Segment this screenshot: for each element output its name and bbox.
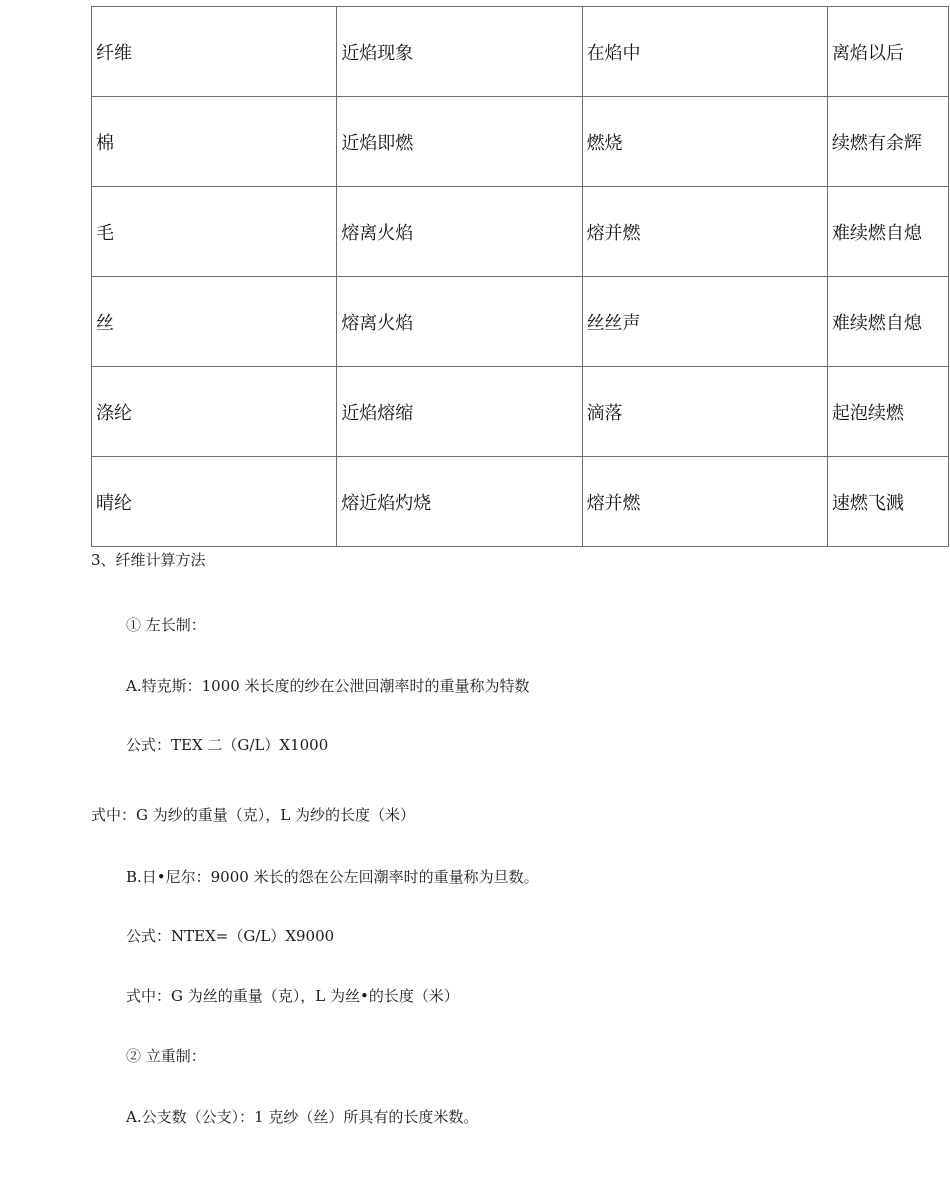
table-cell: 熔离火焰 xyxy=(337,187,582,277)
metric-count-definition: A.公支数（公支）：1 克纱（丝）所具有的长度米数。 xyxy=(126,1108,479,1126)
table-header-row xyxy=(92,7,949,97)
table-row xyxy=(92,457,949,547)
table-cell: 速燃飞溅 xyxy=(827,457,948,547)
table-row xyxy=(92,187,949,277)
table-row xyxy=(92,97,949,187)
table-cell: 近焰即燃 xyxy=(337,97,582,187)
table-cell: 熔并燃 xyxy=(582,457,827,547)
table-cell: 丝 xyxy=(92,277,337,367)
table-row xyxy=(92,277,949,367)
table-cell: 涤纶 xyxy=(92,367,337,457)
table-cell: 熔近焰灼烧 xyxy=(337,457,582,547)
tex-definition: A.特克斯：1000 米长度的纱在公泄回潮率时的重量称为特数 xyxy=(126,677,530,695)
table-cell: 难续燃自熄 xyxy=(827,187,948,277)
table-cell: 起泡续燃 xyxy=(827,367,948,457)
table-row xyxy=(92,367,949,457)
table-cell: 燃烧 xyxy=(582,97,827,187)
table-cell: 续燃有余辉 xyxy=(827,97,948,187)
table-cell: 毛 xyxy=(92,187,337,277)
table-cell: 滴落 xyxy=(582,367,827,457)
table-cell: 棉 xyxy=(92,97,337,187)
section-heading: 3、纤维计算方法 xyxy=(91,551,206,569)
table-cell: 晴纶 xyxy=(92,457,337,547)
denier-formula-note: 式中：G 为丝的重量（克），L 为丝•的长度（米） xyxy=(126,987,459,1005)
header-cell-fiber: 纤维 xyxy=(92,7,337,97)
tex-formula-note: 式中：G 为纱的重量（克），L 为纱的长度（米） xyxy=(91,806,415,824)
fiber-burning-table xyxy=(91,6,949,547)
header-cell-in-flame: 在焰中 xyxy=(582,7,827,97)
table-cell: 近焰熔缩 xyxy=(337,367,582,457)
denier-formula: 公式：NTEX=（G/L）X9000 xyxy=(126,927,335,945)
table-cell: 熔离火焰 xyxy=(337,277,582,367)
table-cell: 丝丝声 xyxy=(582,277,827,367)
subsection-heading-length-system: ① 左长制： xyxy=(126,616,206,634)
tex-formula: 公式：TEX 二（G/L）X1000 xyxy=(126,736,329,754)
subsection-heading-weight-system: ② 立重制： xyxy=(126,1047,206,1065)
header-cell-after-flame: 离焰以后 xyxy=(827,7,948,97)
table-cell: 难续燃自熄 xyxy=(827,277,948,367)
table-cell: 熔并燃 xyxy=(582,187,827,277)
denier-definition: B.日•尼尔：9000 米长的怨在公左回潮率时的重量称为旦数。 xyxy=(126,868,539,886)
header-cell-near-flame: 近焰现象 xyxy=(337,7,582,97)
